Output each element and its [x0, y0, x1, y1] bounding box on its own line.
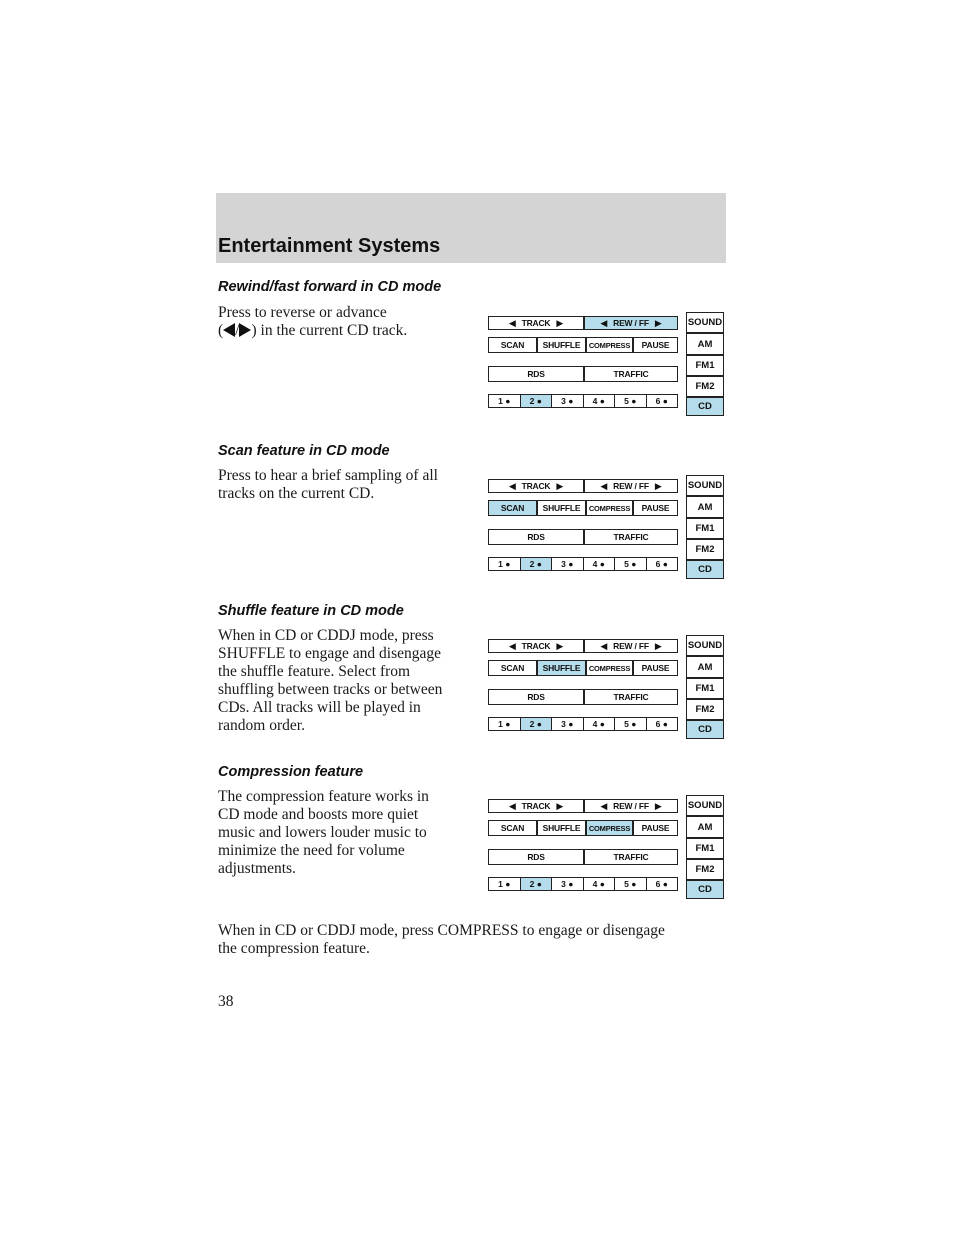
fm1-button[interactable]: FM1: [686, 518, 724, 539]
preset-4-button[interactable]: 4 ●: [584, 558, 616, 570]
preset-row: [488, 717, 678, 731]
cd-button[interactable]: CD: [686, 720, 724, 739]
sound-button[interactable]: SOUND: [686, 795, 724, 816]
radio-panel-4: [488, 797, 724, 903]
am-button[interactable]: AM: [686, 496, 724, 518]
track-back-arrow-icon: ◀: [508, 480, 516, 491]
rewind-arrow-icon: ◀: [600, 800, 608, 811]
track-next-arrow-icon: ▶: [556, 480, 564, 491]
scan-button[interactable]: SCAN: [488, 820, 537, 836]
rewind-arrow-icon: ◀: [600, 317, 608, 328]
section-heading-compression: Compression feature: [218, 764, 364, 780]
section-heading-rewind: Rewind/fast forward in CD mode: [218, 279, 442, 295]
preset-3-button[interactable]: 3 ●: [552, 558, 584, 570]
compress-button[interactable]: COMPRESS: [586, 500, 633, 516]
rds-button[interactable]: RDS: [488, 529, 584, 545]
preset-4-button[interactable]: 4 ●: [584, 395, 616, 407]
rewind-arrow-icon: ◀: [600, 640, 608, 651]
preset-1-button[interactable]: 1 ●: [489, 718, 521, 730]
shuffle-button[interactable]: SHUFFLE: [537, 337, 586, 353]
am-button[interactable]: AM: [686, 656, 724, 678]
rds-button[interactable]: RDS: [488, 689, 584, 705]
track-button[interactable]: ◀ TRACK ▶: [488, 639, 584, 653]
rds-button[interactable]: RDS: [488, 366, 584, 382]
preset-5-button[interactable]: 5 ●: [615, 558, 647, 570]
preset-4-button[interactable]: 4 ●: [584, 718, 616, 730]
page-number: 38: [218, 993, 234, 1010]
pause-button[interactable]: PAUSE: [633, 820, 678, 836]
preset-4-button[interactable]: 4 ●: [584, 878, 616, 890]
scan-button[interactable]: SCAN: [488, 660, 537, 676]
pause-button[interactable]: PAUSE: [633, 500, 678, 516]
track-button[interactable]: ◀ TRACK ▶: [488, 479, 584, 493]
compress-button[interactable]: COMPRESS: [586, 337, 633, 353]
preset-2-button[interactable]: 2 ●: [521, 558, 553, 570]
traffic-button[interactable]: TRAFFIC: [584, 849, 678, 865]
track-next-arrow-icon: ▶: [556, 317, 564, 328]
fast-forward-arrow-icon: ▶: [654, 317, 662, 328]
preset-row: [488, 557, 678, 571]
preset-row: [488, 394, 678, 408]
track-button[interactable]: ◀ TRACK ▶: [488, 799, 584, 813]
section-heading-shuffle: Shuffle feature in CD mode: [218, 603, 404, 619]
rew-ff-button[interactable]: ◀ REW / FF ▶: [584, 316, 678, 330]
fm1-button[interactable]: FM1: [686, 355, 724, 376]
preset-1-button[interactable]: 1 ●: [489, 558, 521, 570]
traffic-button[interactable]: TRAFFIC: [584, 529, 678, 545]
preset-1-button[interactable]: 1 ●: [489, 878, 521, 890]
cd-button[interactable]: CD: [686, 397, 724, 416]
rewind-triangle-icon: [223, 323, 235, 337]
preset-2-button[interactable]: 2 ●: [521, 395, 553, 407]
preset-row: [488, 877, 678, 891]
fm2-button[interactable]: FM2: [686, 859, 724, 880]
track-back-arrow-icon: ◀: [508, 640, 516, 651]
sound-button[interactable]: SOUND: [686, 475, 724, 496]
preset-5-button[interactable]: 5 ●: [615, 718, 647, 730]
scan-button[interactable]: SCAN: [488, 337, 537, 353]
scan-button[interactable]: SCAN: [488, 500, 537, 516]
am-button[interactable]: AM: [686, 333, 724, 355]
rew-ff-button[interactable]: ◀ REW / FF ▶: [584, 799, 678, 813]
rew-ff-button[interactable]: ◀ REW / FF ▶: [584, 639, 678, 653]
cd-button[interactable]: CD: [686, 560, 724, 579]
am-button[interactable]: AM: [686, 816, 724, 838]
shuffle-button[interactable]: SHUFFLE: [537, 660, 586, 676]
traffic-button[interactable]: TRAFFIC: [584, 366, 678, 382]
section-heading-scan: Scan feature in CD mode: [218, 443, 390, 459]
shuffle-button[interactable]: SHUFFLE: [537, 820, 586, 836]
fm1-button[interactable]: FM1: [686, 838, 724, 859]
track-back-arrow-icon: ◀: [508, 317, 516, 328]
radio-panel-2: [488, 477, 724, 583]
compress-button[interactable]: COMPRESS: [586, 660, 633, 676]
preset-6-button[interactable]: 6 ●: [655, 396, 668, 406]
fast-forward-arrow-icon: ▶: [654, 480, 662, 491]
preset-3-button[interactable]: 3 ●: [552, 395, 584, 407]
track-button[interactable]: ◀ TRACK ▶: [488, 316, 584, 330]
forward-triangle-icon: [239, 323, 251, 337]
preset-5-button[interactable]: 5 ●: [615, 878, 647, 890]
radio-panel-1: [488, 314, 724, 420]
preset-1-button[interactable]: 1 ●: [489, 395, 521, 407]
radio-panel-3: [488, 637, 724, 743]
sound-button[interactable]: SOUND: [686, 312, 724, 333]
preset-2-button[interactable]: 2 ●: [521, 718, 553, 730]
cd-button[interactable]: CD: [686, 880, 724, 899]
track-next-arrow-icon: ▶: [556, 640, 564, 651]
traffic-button[interactable]: TRAFFIC: [584, 689, 678, 705]
preset-3-button[interactable]: 3 ●: [552, 718, 584, 730]
fm2-button[interactable]: FM2: [686, 539, 724, 560]
section-text-scan: Press to hear a brief sampling of all tracks on the current CD.: [218, 467, 438, 502]
fm2-button[interactable]: FM2: [686, 376, 724, 397]
compress-button[interactable]: COMPRESS: [586, 820, 633, 836]
preset-5-button[interactable]: 5 ●: [615, 395, 647, 407]
shuffle-button[interactable]: SHUFFLE: [537, 500, 586, 516]
pause-button[interactable]: PAUSE: [633, 337, 678, 353]
track-back-arrow-icon: ◀: [508, 800, 516, 811]
fm2-button[interactable]: FM2: [686, 699, 724, 720]
section-text-compression: The compression feature works in CD mode and boosts more quiet music and lowers louder music to minimize the need for volume adjustments.: [218, 788, 429, 877]
fm1-button[interactable]: FM1: [686, 678, 724, 699]
preset-3-button[interactable]: 3 ●: [552, 878, 584, 890]
section-text-shuffle: When in CD or CDDJ mode, press SHUFFLE to engage and disengage the shuffle feature. Select from shuffling between tracks or between CDs. All tracks will be played in random order.: [218, 627, 443, 734]
rewind-arrow-icon: ◀: [600, 480, 608, 491]
preset-2-button[interactable]: 2 ●: [521, 878, 553, 890]
rds-button[interactable]: RDS: [488, 849, 584, 865]
sound-button[interactable]: SOUND: [686, 635, 724, 656]
fast-forward-arrow-icon: ▶: [654, 800, 662, 811]
fast-forward-arrow-icon: ▶: [654, 640, 662, 651]
closing-text: When in CD or CDDJ mode, press COMPRESS to engage or disengage the compression feature.: [218, 922, 665, 957]
preset-6-button[interactable]: 6 ●: [655, 879, 668, 889]
pause-button[interactable]: PAUSE: [633, 660, 678, 676]
page-title: Entertainment Systems: [218, 235, 441, 257]
preset-6-button[interactable]: 6 ●: [655, 719, 668, 729]
rew-ff-button[interactable]: ◀ REW / FF ▶: [584, 479, 678, 493]
preset-6-button[interactable]: 6 ●: [655, 559, 668, 569]
track-next-arrow-icon: ▶: [556, 800, 564, 811]
section-text-rewind: Press to reverse or advance ( / ) in the current CD track.: [218, 304, 408, 339]
